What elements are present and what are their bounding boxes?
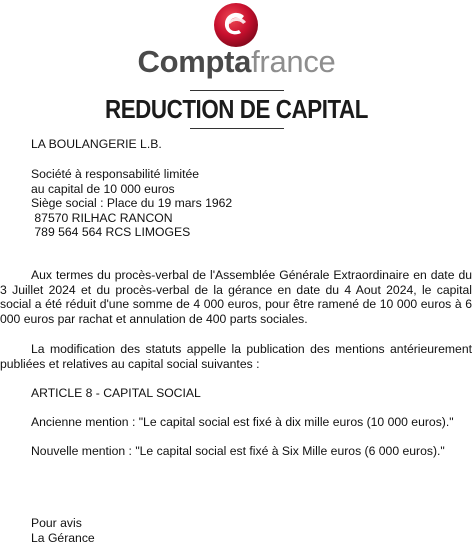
old-mention: Ancienne mention : "Le capital social est fixé à dix mille euros (10 000 euros).": [31, 415, 454, 429]
closing-pour-avis: Pour avis: [31, 516, 82, 530]
company-name-block: [0, 137, 473, 152]
header-logo: [0, 0, 473, 82]
title-rule-top: [190, 90, 284, 91]
article-heading: ARTICLE 8 - CAPITAL SOCIAL: [31, 386, 201, 400]
comptafrance-logo-icon: [213, 2, 259, 48]
new-mention-block: [0, 444, 473, 459]
brand-wordmark: [0, 44, 473, 80]
company-capital: au capital de 10 000 euros: [31, 181, 175, 196]
paragraph-modification: La modification des statuts appelle la publication des mentions antérieurement publiées et relatives au capital social suivantes :: [0, 342, 472, 371]
article-heading-block: [0, 386, 473, 401]
closing-block: [0, 516, 473, 545]
company-city: 87570 RILHAC RANCON: [31, 210, 173, 225]
new-mention: Nouvelle mention : "Le capital social est fixé à Six Mille euros (6 000 euros).": [31, 444, 445, 458]
company-details: [0, 167, 473, 240]
company-rcs: 789 564 564 RCS LIMOGES: [31, 225, 191, 239]
company-name: LA BOULANGERIE L.B.: [31, 137, 162, 151]
old-mention-block: [0, 415, 473, 430]
page-title: REDUCTION DE CAPITAL: [104, 94, 369, 124]
brand-strong: Compta: [137, 44, 252, 79]
closing-signatory: La Gérance: [31, 530, 95, 545]
paragraph-reduction: Aux termes du procès-verbal de l'Assemblée Générale Extraordinaire en date du 3 Juillet 2024 et du procès-verbal de la gérance en date du 4 Aout 2024, le capital social a été réduit d'une somme de 4 000 euros, pour être ramené de 10 000 euros à 6 000 euros par rachat et annulation de 400 parts sociales.: [0, 268, 472, 326]
company-form: Société à responsabilité limitée: [31, 167, 200, 181]
brand-light: france: [251, 44, 336, 79]
title-rule-bottom: [190, 128, 284, 129]
company-seat: Siège social : Place du 19 mars 1962: [31, 196, 233, 210]
